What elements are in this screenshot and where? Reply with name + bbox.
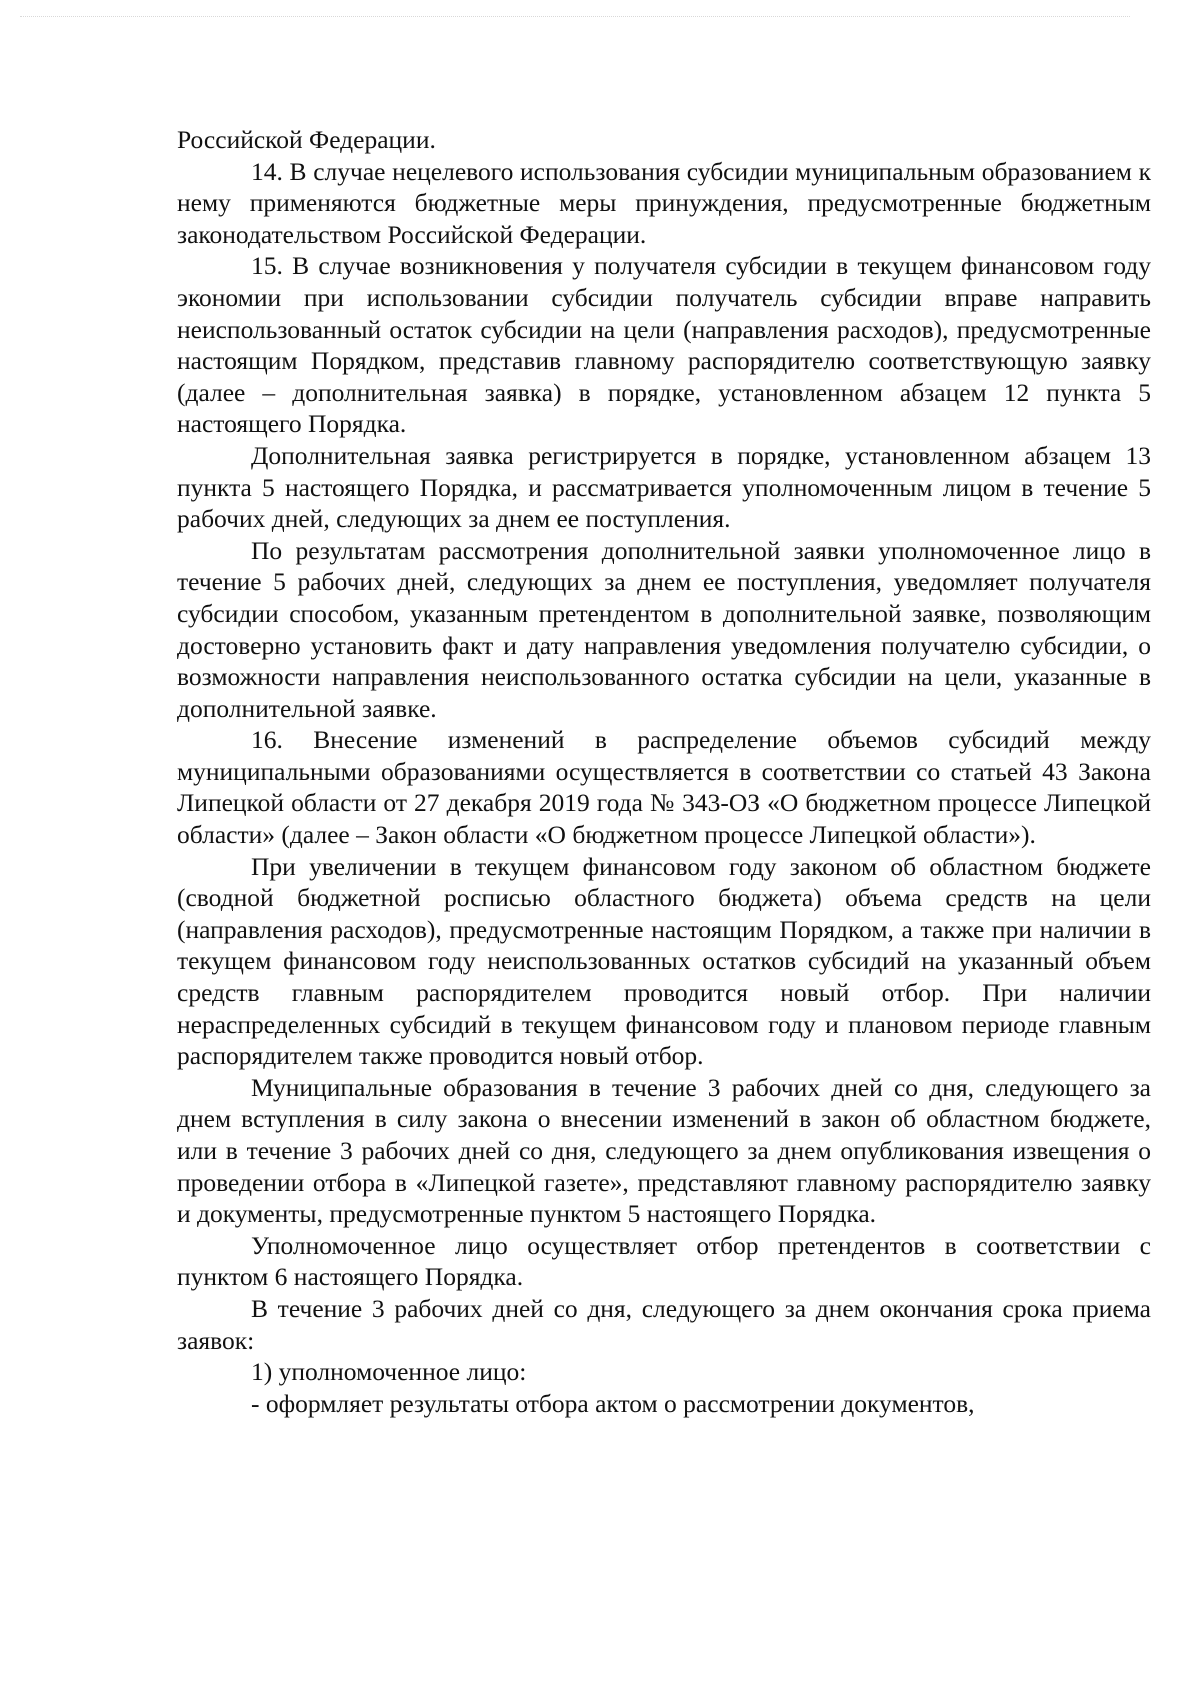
paragraph-deadline: В течение 3 рабочих дней со дня, следующего за днем окончания срока приема заявок: [177, 1293, 1151, 1355]
list-item-authorized-person: 1) уполномоченное лицо: [251, 1357, 527, 1387]
scan-edge-artifact [20, 16, 1130, 18]
paragraph-item-16: 16. Внесение изменений в распределение объемов субсидий между муниципальными образованиями осуществляется в соответствии со статьей 43 Закона Липецкой области от 27 декабря 2019 года № 343-ОЗ «О бюджетном процессе Липецкой области» (далее – Закон области «О бюджетном процессе Липецкой области»). [177, 725, 1151, 850]
paragraph-additional-request-registration: Дополнительная заявка регистрируется в порядке, установленном абзацем 13 пункта 5 настоящего Порядка, и рассматривается уполномоченным лицом в течение 5 рабочих дней, следующих за днем ее поступления. [177, 440, 1151, 534]
paragraph-item-14: 14. В случае нецелевого использования субсидии муниципальным образованием к нему применяются бюджетные меры принуждения, предусмотренные бюджетным законодательством Российской Федерации. [177, 156, 1151, 249]
paragraph-continuation: Российской Федерации. [177, 125, 436, 154]
paragraph-municipal-submission: Муниципальные образования в течение 3 рабочих дней со дня, следующего за днем вступления в силу закона о внесении изменений в закон об областном бюджете, или в течение 3 рабочих дней со дня, следующего за днем опубликования извещения о проведении отбора в «Липецкой газете», представляют главному распорядителю заявку и документы, предусмотренные пунктом 5 настоящего Порядка. [177, 1072, 1151, 1229]
paragraph-selection-by-authorized-person: Уполномоченное лицо осуществляет отбор претендентов в соответствии с пунктом 6 настоящего Порядка. [177, 1230, 1151, 1292]
paragraph-new-selection: При увеличении в текущем финансовом году законом об областном бюджете (сводной бюджетной росписью областного бюджета) объема средств на цели (направления расходов), предусмотренные настоящим Порядком, а также при наличии в текущем финансовом году неиспользованных остатков субсидий на указанный объем средств главным распорядителем проводится новый отбор. При наличии нераспределенных субсидий в текущем финансовом году и плановом периоде главным распорядителем также проводится новый отбор. [177, 851, 1151, 1071]
document-body [177, 124, 1151, 1419]
list-item-act-preparation: - оформляет результаты отбора актом о рассмотрении документов, [251, 1388, 975, 1418]
paragraph-additional-request-result: По результатам рассмотрения дополнительной заявки уполномоченное лицо в течение 5 рабочих дней, следующих за днем ее поступления, уведомляет получателя субсидии способом, указанным претендентом в дополнительной заявке, позволяющим достоверно установить факт и дату направления уведомления получателю субсидии, о возможности направления неиспользованного остатка субсидии на цели, указанные в дополнительной заявке. [177, 535, 1151, 723]
paragraph-item-15: 15. В случае возникновения у получателя субсидии в текущем финансовом году экономии при использовании субсидии получатель субсидии вправе направить неиспользованный остаток субсидии на цели (направления расходов), предусмотренные настоящим Порядком, представив главному распорядителю соответствующую заявку (далее – дополнительная заявка) в порядке, установленном абзацем 12 пункта 5 настоящего Порядка. [177, 251, 1151, 439]
